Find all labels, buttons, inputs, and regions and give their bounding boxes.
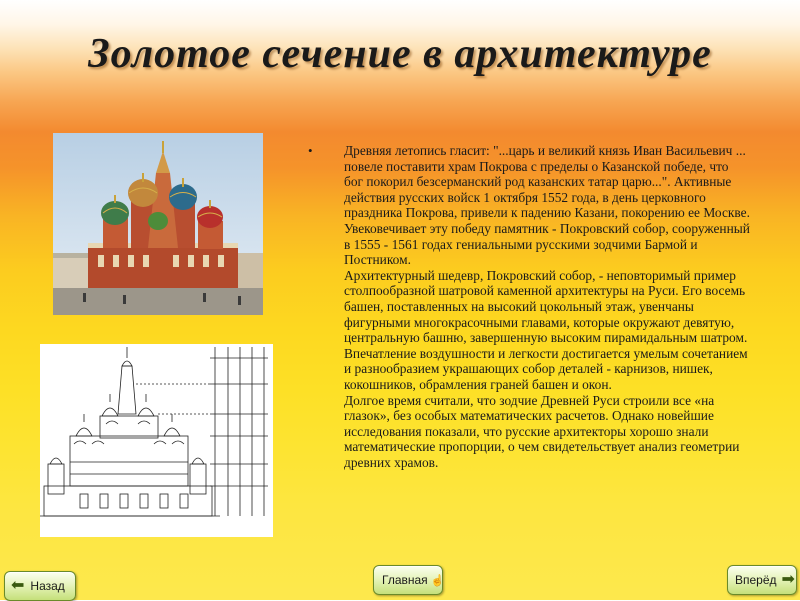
- paragraph-3: Впечатление воздушности и легкости достигается умелым сочетанием и разнообразием украшающих собор деталей - карнизов, нишек, кокошников, обрамления граней башен и окон.: [344, 345, 748, 392]
- cursor-hand-icon: ☝: [430, 574, 445, 587]
- cathedral-photo: [53, 133, 263, 315]
- bullet-marker: •: [308, 143, 313, 158]
- slide-text: [308, 143, 750, 470]
- slide-title: Золотое сечение в архитектуре: [88, 31, 712, 77]
- right-arrow-icon: ➡: [781, 571, 795, 588]
- paragraph-4: Долгое время считали, что зодчие Древней Руси строили все «на глазок», без особых математических расчетов. Однако новейшие исследования показали, что русские архитекторы хорошо знали математические пропорции, о чем свидетельствует анализ геометрии древних храмов.: [344, 392, 740, 470]
- next-button-label: Вперёд: [735, 573, 777, 587]
- back-button-label: Назад: [30, 579, 65, 593]
- home-button[interactable]: [373, 565, 443, 595]
- back-button[interactable]: [4, 571, 76, 601]
- home-button-label: Главная: [382, 573, 428, 587]
- golden-section-drawing: [40, 344, 273, 537]
- paragraph-1: Древняя летопись гласит: "...царь и великий князь Иван Васильевич ... повеле поставити храм Покрова с пределы о Казанской победе, что бог покорил безсерманский род казанских татар царю...". Активные действия русских войск 1 октября 1552 года, в день церковного праздника Покрова, привели к падению Казани, покорению ее Москве. Увековечивает эту победу памятник - Покровский собор, сооруженный в 1555 - 1561 годах гениальными русскими зодчими Бармой и Постником.: [344, 143, 750, 268]
- left-arrow-icon: ⬅: [11, 577, 25, 594]
- paragraph-2: Архитектурный шедевр, Покровский собор, - неповторимый пример столпообразной шатровой каменной архитектуры на Руси. Его восемь башен, поставленных на высокий цокольный этаж, увенчаны фигурными многокрасочными главами, которые окружают девятую, центральную башню, завершенную высоким пирамидальным шатром.: [344, 267, 748, 346]
- next-button[interactable]: [727, 565, 797, 595]
